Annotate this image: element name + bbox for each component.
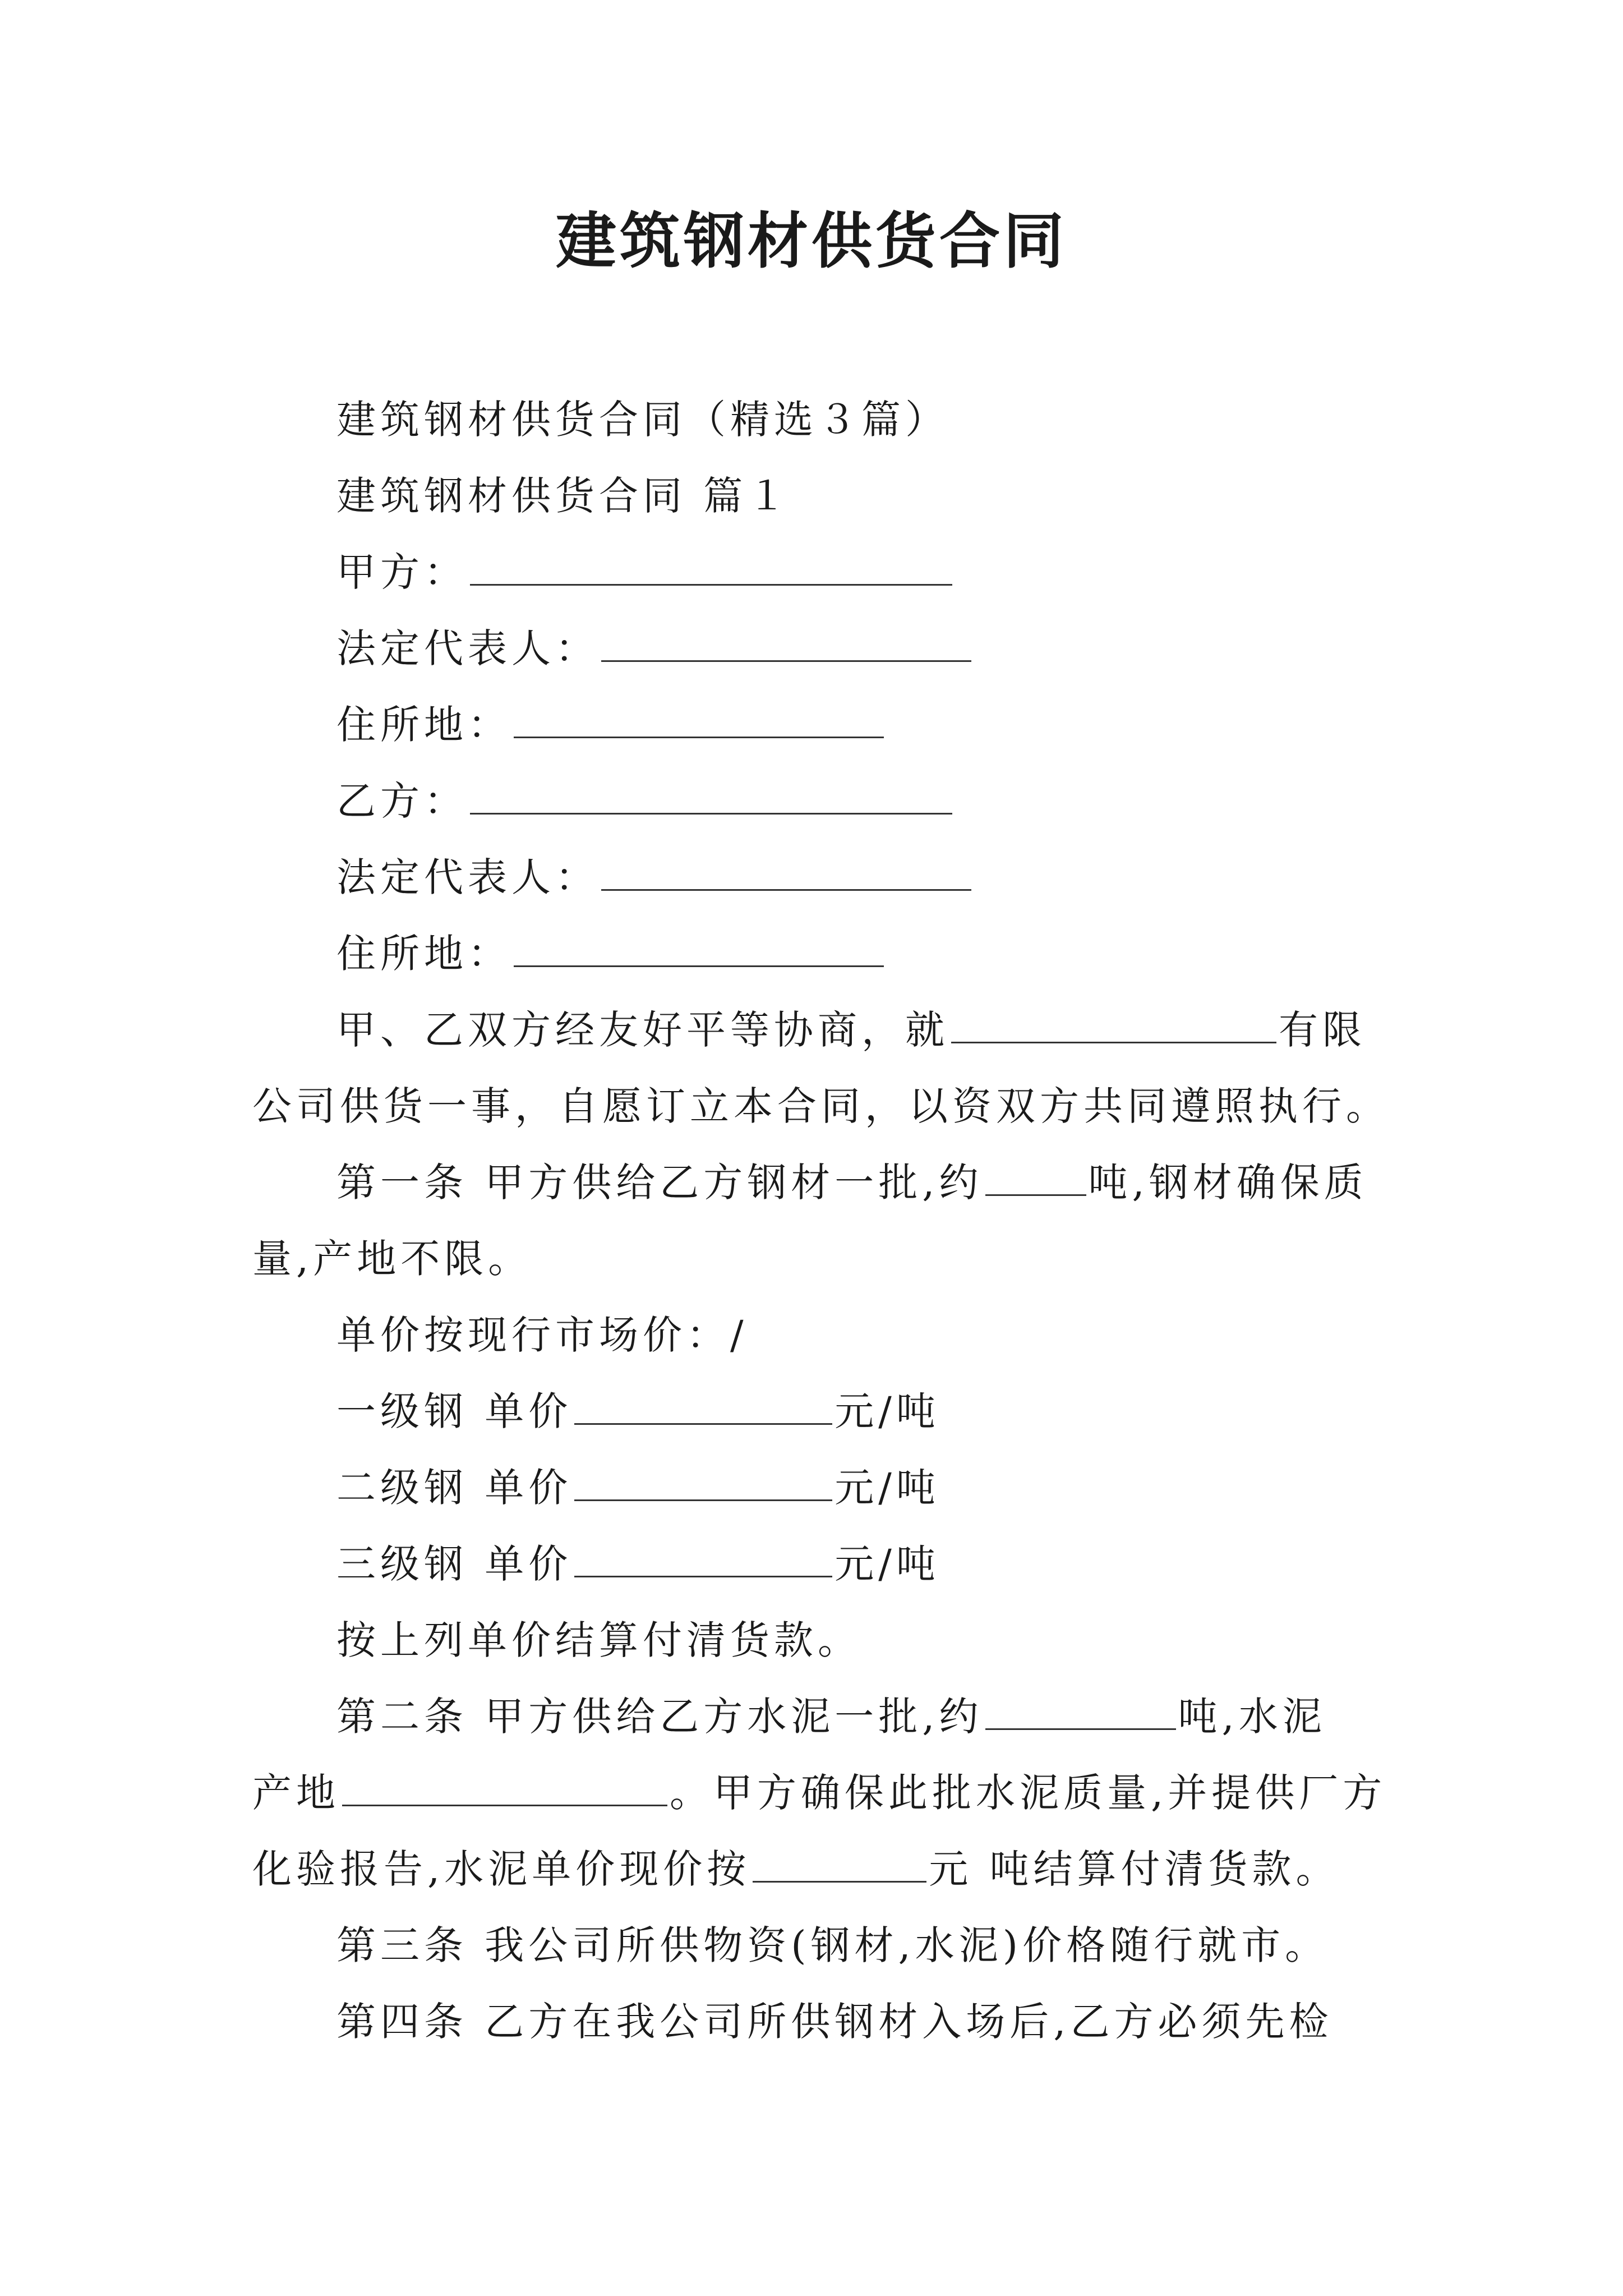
party-a-addr-label: 住所地： — [336, 702, 511, 748]
article-2-text-4: 化验报告,水泥单价现价按 — [252, 1846, 751, 1892]
party-b-addr-label: 住所地： — [336, 931, 511, 977]
unit-price-intro: 单价按现行市场价：/ — [336, 1312, 748, 1358]
grade-2-label: 二级钢 单价 — [336, 1465, 573, 1511]
grade-3-unit: 元/吨 — [834, 1541, 940, 1587]
intro-text-1: 甲、乙双方经友好平等协商，就 — [336, 1007, 949, 1053]
article-2-line-1 — [252, 1678, 1380, 1755]
article-1-text-1: 第一条 甲方供给乙方钢材一批,约 — [336, 1159, 983, 1205]
grade-1-unit: 元/吨 — [834, 1388, 940, 1434]
article-2-text-3: 。甲方确保此批水泥质量,并提供厂方 — [670, 1770, 1387, 1816]
grade-2-line — [252, 1450, 1380, 1526]
intro-line-1 — [252, 992, 1380, 1068]
party-b-addr-line — [252, 915, 1380, 992]
document-title: 建筑钢材供货合同 — [555, 206, 1067, 277]
article-2-line-2 — [252, 1755, 1387, 1831]
party-a-blank — [470, 549, 952, 586]
party-b-rep-label: 法定代表人： — [336, 854, 599, 900]
article-2-text-5: 元 吨结算付清货款。 — [929, 1846, 1340, 1892]
cement-origin-blank — [342, 1770, 667, 1806]
intro-line-2: 公司供货一事，自愿订立本合同，以资双方共同遵照执行。 — [252, 1083, 1390, 1129]
party-b-addr-blank — [514, 931, 884, 967]
party-a-addr-blank — [514, 702, 884, 738]
article-1-line-2: 量,产地不限。 — [252, 1236, 532, 1282]
grade-3-line — [252, 1526, 1380, 1602]
article-2-text-1: 第二条 甲方供给乙方水泥一批,约 — [336, 1694, 983, 1740]
grade-1-line — [252, 1373, 1380, 1450]
party-b-rep-blank — [601, 854, 971, 891]
article-2-line-3 — [252, 1831, 1380, 1907]
article-1-line-1 — [252, 1144, 1380, 1221]
article-3: 第三条 我公司所供物资(钢材,水泥)价格随行就市。 — [336, 1922, 1329, 1968]
cement-price-blank — [753, 1846, 926, 1883]
party-a-rep-line — [252, 610, 1380, 687]
cement-tonnage-blank — [985, 1694, 1176, 1730]
grade-2-unit: 元/吨 — [834, 1465, 940, 1511]
section-title: 建筑钢材供货合同 篇１ — [336, 473, 791, 519]
party-a-rep-label: 法定代表人： — [336, 625, 599, 671]
company-blank — [951, 1007, 1276, 1043]
grade-3-price-blank — [574, 1541, 832, 1577]
article-2-origin-label: 产地 — [252, 1770, 340, 1816]
intro-text-2: 有限 — [1279, 1007, 1366, 1053]
steel-tonnage-blank — [985, 1159, 1086, 1196]
party-a-addr-line — [252, 687, 1380, 763]
subtitle: 建筑钢材供货合同（精选３篇） — [336, 397, 949, 443]
article-1-text-2: 吨,钢材确保质 — [1088, 1159, 1368, 1205]
party-b-blank — [470, 778, 952, 815]
grade-1-price-blank — [574, 1388, 832, 1425]
party-a-line — [252, 534, 1380, 610]
party-a-label: 甲方： — [336, 549, 468, 595]
article-2-text-2: 吨,水泥 — [1178, 1694, 1326, 1740]
article-4: 第四条 乙方在我公司所供钢材入场后,乙方必须先检 — [336, 1999, 1333, 2045]
document-body — [252, 381, 1390, 2060]
party-a-rep-blank — [601, 625, 971, 662]
grade-2-price-blank — [574, 1465, 832, 1501]
party-b-line — [252, 763, 1380, 839]
grade-3-label: 三级钢 单价 — [336, 1541, 573, 1587]
party-b-rep-line — [252, 839, 1380, 915]
settle-line: 按上列单价结算付清货款。 — [336, 1617, 861, 1663]
grade-1-label: 一级钢 单价 — [336, 1388, 573, 1434]
party-b-label: 乙方： — [336, 778, 468, 824]
